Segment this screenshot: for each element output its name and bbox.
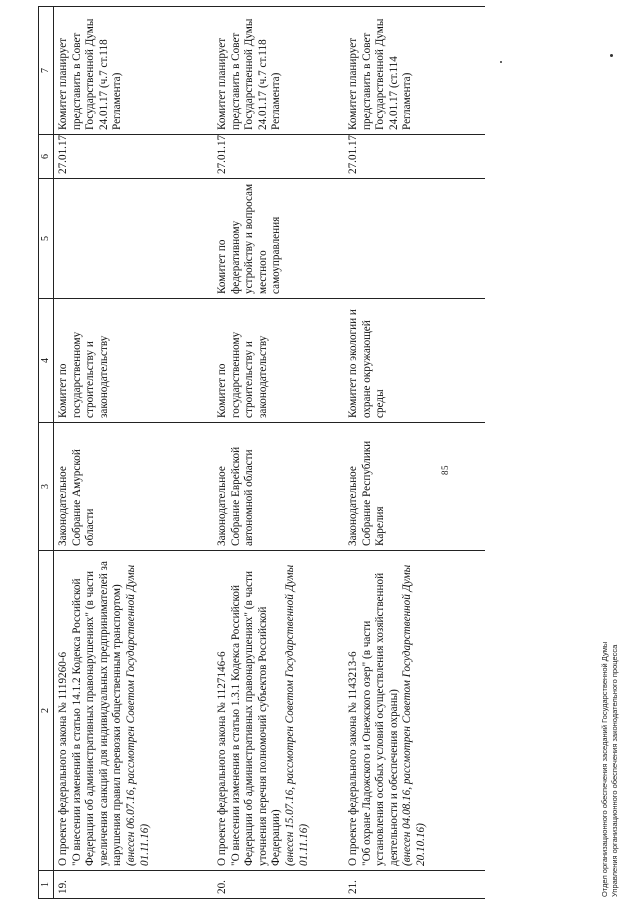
footer-line: Отдел организационного обеспечения заседаний Государственной Думы: [600, 641, 609, 897]
bill-note: (внесен 06.07.16, рассмотрен Советом Государственной Думы 01.11.16): [124, 564, 151, 866]
initiator-cell: Законодательное Собрание Республики Карелия: [344, 423, 485, 551]
co-executor-cell: [54, 179, 214, 299]
status-cell: Комитет планирует представить в Совет Государственной Думы 24.01.17 (ч.7 ст.118 Регламента): [54, 7, 214, 135]
status-cell: Комитет планирует представить в Совет Государственной Думы 24.01.17 (ст.114 Регламента): [344, 7, 485, 135]
column-header: 4: [39, 299, 54, 423]
bill-description: "Об охране Ладожского и Онежского озер" (в части установления особых условий осуществления хозяйственной деятельности и обеспечения охраны): [360, 572, 400, 866]
status-cell: Комитет планирует представить в Совет Государственной Думы 24.01.17 (ч.7 ст.118 Регламента): [213, 7, 344, 135]
bill-title: О проекте федерального закона № 1119260-6: [57, 651, 69, 866]
bill-note: (внесен 15.07.16, рассмотрен Советом Государственной Думы 01.11.16): [283, 564, 310, 866]
column-header: 2: [39, 551, 54, 871]
table-row: [344, 7, 485, 899]
co-executor-cell: Комитет по федеративному устройству и вопросам местного самоуправления: [213, 179, 344, 299]
committee-cell: Комитет по государственному строительству и законодательству: [54, 299, 214, 423]
bill-description: "О внесении изменения в статью 1.3.1 Кодекса Российской Федерации об административных правонарушениях" (в части уточнения перечня полномочий субъектов Российской Федерации): [229, 571, 283, 866]
bill-title: О проекте федерального закона № 1143213-6: [347, 651, 359, 866]
column-header: 6: [39, 135, 54, 179]
page-number: 85: [440, 465, 450, 475]
bills-table: [38, 6, 485, 899]
column-header: 3: [39, 423, 54, 551]
document-footer: [600, 642, 620, 897]
date-cell: 27.01.17: [213, 135, 344, 179]
co-executor-cell: [344, 179, 485, 299]
footer-line: Управления организационного обеспечения законодательного процесса: [610, 644, 619, 897]
column-header: 7: [39, 7, 54, 135]
committee-cell: Комитет по экологии и охране окружающей среды: [344, 299, 485, 423]
bill-cell: [213, 551, 344, 871]
bill-cell: [344, 551, 485, 871]
bill-note: (внесен 04.08.16, рассмотрен Советом Государственной Думы 20.10.16): [401, 564, 427, 866]
column-header: 1: [39, 871, 54, 899]
row-number: 20.: [213, 871, 344, 899]
committee-cell: Комитет по государственному строительству и законодательству: [213, 299, 344, 423]
scan-speck: [610, 54, 613, 57]
table-row: [213, 7, 344, 899]
table-row: [54, 7, 214, 899]
table-header-row: [39, 7, 54, 899]
date-cell: 27.01.17: [54, 135, 214, 179]
bill-description: "О внесении изменений в статью 14.1.2 Кодекса Российской Федерации об административных правонарушениях" (в части увеличения санкций для индивидуальных предпринимателей за нарушения правил перевозки общественным транспортом): [70, 561, 124, 866]
initiator-cell: Законодательное Собрание Еврейской автономной области: [213, 423, 344, 551]
row-number: 19.: [54, 871, 214, 899]
column-header: 5: [39, 179, 54, 299]
scan-speck: [500, 61, 502, 63]
row-number: 21.: [344, 871, 485, 899]
bill-cell: [54, 551, 214, 871]
date-cell: 27.01.17: [344, 135, 485, 179]
initiator-cell: Законодательное Собрание Амурской области: [54, 423, 214, 551]
bill-title: О проекте федерального закона № 1127146-6: [216, 651, 228, 866]
